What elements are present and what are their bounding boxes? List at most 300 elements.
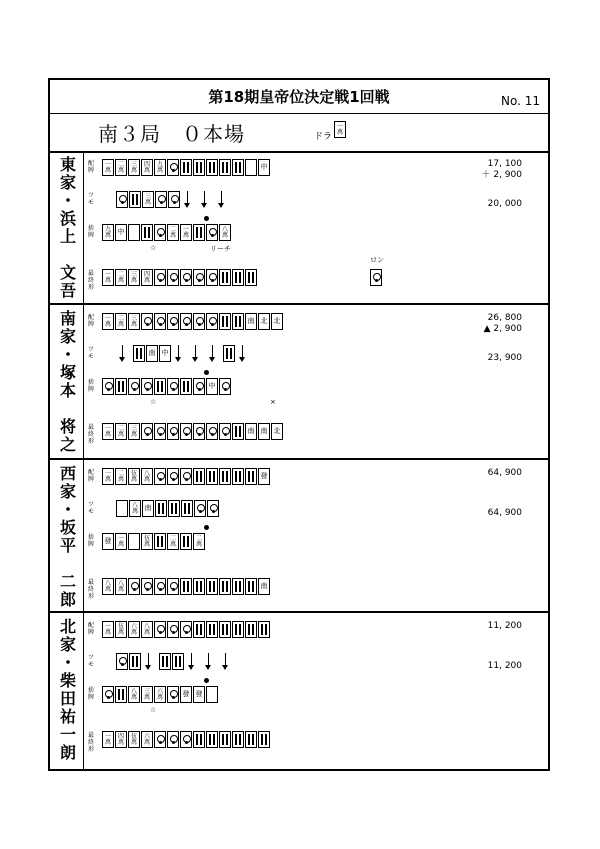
tile-number: 一 [104,623,111,630]
tile-honor: 中 [161,349,169,357]
discard-mark: × [270,398,276,406]
player-name-char: 南 [59,309,76,328]
tile [258,159,270,176]
tile [167,533,179,550]
down-arrow-icon [236,345,250,362]
tile-suit: 萬 [143,167,150,174]
tile-row-haipai [102,159,271,176]
tile [115,313,127,330]
player-name-char: ・ [59,191,76,210]
tile-suit: 萬 [169,541,176,548]
tile-row-tsumo [116,500,220,517]
tile-suit: 萬 [130,321,137,328]
tile [180,423,192,440]
tile [271,423,283,440]
tile [115,378,127,395]
tile-suit: 萬 [117,321,124,328]
tile [141,313,153,330]
score-after: 20, 000 [487,199,522,209]
tile-suit: 萬 [130,167,137,174]
tile [168,191,180,208]
tile [167,468,179,485]
tile [102,224,114,241]
tile [141,468,153,485]
score-top [482,159,523,181]
player-name-char: 二 [59,572,76,591]
player-name-char: 平 [59,536,76,555]
tile-number: 一 [104,733,111,740]
tile [180,378,192,395]
tile [245,731,257,748]
tile-number: 二 [117,271,124,278]
tile-number: 九 [156,161,163,168]
tile [146,345,158,362]
tile [116,191,128,208]
tile [115,423,127,440]
tile [370,269,382,286]
tile [154,378,166,395]
tile [206,578,218,595]
tile: 一萬 [334,121,346,138]
tile [167,269,179,286]
tile [206,423,218,440]
tile [223,345,235,362]
tile [232,159,244,176]
tile [141,621,153,638]
tile-honor: 南 [260,427,268,435]
tile-number: 伍 [130,470,137,477]
dora-label: ドラ [314,132,333,142]
tile [128,468,140,485]
tile-number: 伍 [130,733,137,740]
tile [141,423,153,440]
tile [115,159,127,176]
tile-suit: 萬 [104,321,111,328]
tile [102,423,114,440]
tile-suit: 萬 [143,541,150,548]
tile-suit: 萬 [144,199,151,206]
tile [115,578,127,595]
tile-suit: 萬 [130,476,137,483]
player-name-char: 文 [59,263,76,282]
tile-number: 二 [117,425,124,432]
tile-row-final [102,578,271,595]
tile-suit: 萬 [156,694,163,701]
tile [154,224,166,241]
tile-suit: 萬 [130,739,137,746]
tile-number: 九 [104,226,111,233]
tile-honor: 發 [195,690,203,698]
tile [207,500,219,517]
discard-mark: ☆ [150,244,157,252]
tile-number: 一 [117,535,124,542]
tile [102,159,114,176]
tile [193,621,205,638]
tile [219,313,231,330]
tile [206,621,218,638]
row-label-final: 最終形 [87,424,94,445]
down-arrow-icon [219,653,233,670]
tile-suit: 萬 [130,694,137,701]
tile-number: 四 [117,733,124,740]
tile-suit: 萬 [130,431,137,438]
down-arrow-icon [172,345,186,362]
tile [219,269,231,286]
tile-honor: 南 [148,349,156,357]
tile [129,191,141,208]
tile [128,578,140,595]
tile [194,500,206,517]
tile-honor: 北 [273,317,281,325]
tile [258,423,270,440]
tile-number: 二 [195,535,202,542]
discard-mark: リーチ [210,245,231,253]
tile [206,159,218,176]
tile [219,224,231,241]
tile-row-haipai [102,468,271,485]
down-arrow-icon [181,191,195,208]
tile-suit: 萬 [182,232,189,239]
tile [142,500,154,517]
tile [206,224,218,241]
tile [115,468,127,485]
tile-suit: 萬 [117,739,124,746]
tile-suit: 萬 [117,541,124,548]
tile [193,224,205,241]
tile [167,621,179,638]
tile [206,731,218,748]
player-section [50,151,548,305]
player-section [50,460,548,613]
tile-number: 三 [144,193,151,200]
score-after: 11, 200 [487,661,522,671]
tile-number: 三 [130,315,137,322]
player-name-char: 郎 [59,590,76,609]
tile [245,578,257,595]
tile [133,345,145,362]
tile-honor: 發 [182,690,190,698]
round-label: 南３局 ０本場 [98,122,245,146]
tile [193,313,205,330]
tile [245,423,257,440]
tile-suit: 萬 [131,508,138,515]
turn-dot [204,216,209,221]
row-label-haipai: 配牌 [87,622,94,636]
winning-tile [370,269,383,286]
tile [128,731,140,748]
tile [128,621,140,638]
tile-suit: 萬 [117,167,124,174]
score-top [488,621,522,632]
tile [180,578,192,595]
tile-number: 八 [221,226,228,233]
tile-suit: 萬 [195,541,202,548]
tile [206,378,218,395]
tile [154,423,166,440]
tile [245,159,257,176]
tile [193,159,205,176]
tile [180,159,192,176]
tile-honor: 南 [260,582,268,590]
player-name [50,305,84,458]
player-name-char: ・ [59,345,76,364]
tile [258,731,270,748]
tile-number: 八 [143,623,150,630]
tile [232,578,244,595]
tile-number: 一 [182,226,189,233]
tile-suit: 萬 [143,694,150,701]
tile-honor: 北 [260,317,268,325]
row-label-sutehai: 捨牌 [87,379,94,393]
tile-row-haipai [102,313,284,330]
tile-row-final [102,269,258,286]
tile [180,269,192,286]
tile-number: 八 [104,580,111,587]
tile-row-final [102,731,271,748]
player-name-char: 家 [59,173,76,192]
tile [141,533,153,550]
tile-honor: 發 [260,472,268,480]
player-name-char: ・ [59,500,76,519]
tile [129,653,141,670]
tile-row-tsumo [116,653,236,670]
tile-row-sutehai [102,686,219,703]
tile [168,500,180,517]
tile-number: 三 [130,271,137,278]
player-name-char: 家 [59,482,76,501]
tile [180,621,192,638]
tile [154,621,166,638]
turn-dot [204,370,209,375]
tile [219,378,231,395]
tile [128,269,140,286]
tile-number: 六 [130,623,137,630]
tile [167,224,179,241]
tile [232,621,244,638]
row-label-haipai: 配牌 [87,160,94,174]
row-label-final: 最終形 [87,270,94,291]
tile-number: 一 [104,271,111,278]
tile [155,191,167,208]
row-label-sutehai: 捨牌 [87,687,94,701]
tile [180,313,192,330]
tile [102,686,114,703]
score-line: ＋ 2, 900 [481,170,522,180]
player-name-char: 将 [59,417,76,436]
tile [154,686,166,703]
down-arrow-icon [215,191,229,208]
tile-suit: 萬 [143,629,150,636]
tile [115,533,127,550]
tile [115,731,127,748]
score-sheet [48,78,550,771]
tile-suit: 萬 [130,277,137,284]
player-name [50,460,84,611]
player-name-char: 朗 [59,743,76,762]
row-label-final: 最終形 [87,732,94,753]
tile [193,423,205,440]
tile-suit: 萬 [104,232,111,239]
tile [159,653,171,670]
round-row [50,113,548,153]
player-name [50,613,84,771]
player-name-char: 一 [59,725,76,744]
turn-dot [204,678,209,683]
tile [193,686,205,703]
tile-honor: 南 [144,504,152,512]
tile-honor: 南 [247,427,255,435]
tile-suit: 萬 [117,629,124,636]
tile-row-final [102,423,284,440]
tile-suit: 萬 [104,586,111,593]
tile-row-tsumo [116,345,253,362]
tile [193,468,205,485]
tile [128,423,140,440]
tile [180,731,192,748]
turn-dot [204,525,209,530]
player-name-char: 家 [59,635,76,654]
score-line: ▲ 2, 900 [483,324,522,334]
tile [116,500,128,517]
tile [167,313,179,330]
tile [141,224,153,241]
tile [155,500,167,517]
tile [232,313,244,330]
tile-row-sutehai [102,378,232,395]
down-arrow-icon [189,345,203,362]
tile [167,686,179,703]
tile-number: 一 [104,470,111,477]
tile [128,224,140,241]
tile-row-sutehai [102,533,206,550]
tile [172,653,184,670]
tile-row-sutehai [102,224,232,241]
row-label-tsumo: ツモ [87,192,94,206]
tile [167,731,179,748]
tile [219,731,231,748]
row-label-final: 最終形 [87,579,94,600]
player-name-char: 西 [59,464,76,483]
player-name-char: 北 [59,617,76,636]
tile [154,159,166,176]
player-name-char: 坂 [59,518,76,537]
tile [245,621,257,638]
tile [232,731,244,748]
tile [102,378,114,395]
player-name-char: 田 [59,689,76,708]
tile [128,686,140,703]
tile [128,159,140,176]
tile [232,269,244,286]
tile [219,468,231,485]
tile-number: 三 [130,425,137,432]
score-line: 11, 200 [487,621,522,631]
tile-suit: 萬 [104,277,111,284]
player-section [50,613,548,771]
tile-honor: 中 [208,382,216,390]
tile [154,533,166,550]
tile [141,578,153,595]
row-label-sutehai: 捨牌 [87,225,94,239]
tile-row-tsumo [116,191,232,208]
tile-number: 伍 [143,535,150,542]
tile-number: 一 [104,425,111,432]
player-name-char: 上 [59,227,76,246]
tile [258,468,270,485]
tile-number: 二 [169,535,176,542]
tile [128,313,140,330]
title-row [50,80,548,114]
tile-suit: 萬 [104,739,111,746]
dora-indicator-tile [334,121,347,138]
row-label-haipai: 配牌 [87,314,94,328]
down-arrow-icon [185,653,199,670]
tile [258,578,270,595]
tile-number: 三 [130,161,137,168]
row-label-sutehai: 捨牌 [87,534,94,548]
player-name-char: 柴 [59,671,76,690]
tile-honor: 發 [104,537,112,545]
tile-suit: 萬 [169,232,176,239]
tile-number: 一 [104,161,111,168]
sheet-number: No. 11 [500,94,540,108]
player-section [50,305,548,460]
tile-suit: 萬 [143,739,150,746]
tile [102,468,114,485]
tile-suit: 萬 [104,476,111,483]
tile-number: 六 [143,733,150,740]
tile [258,621,270,638]
tile [271,313,283,330]
tile [167,159,179,176]
tile [141,159,153,176]
tile [154,468,166,485]
player-name-char: 塚 [59,363,76,382]
tile-suit: 萬 [117,586,124,593]
tile [193,533,205,550]
tile [180,468,192,485]
row-label-tsumo: ツモ [87,501,94,515]
tile-number: 八 [131,502,138,509]
row-label-tsumo: ツモ [87,654,94,668]
tile [154,731,166,748]
tile-number: 八 [143,470,150,477]
player-name-char: 東 [59,155,76,174]
down-arrow-icon [202,653,216,670]
score-top [484,313,522,335]
tile [154,578,166,595]
tile [102,578,114,595]
tile-number: 伍 [117,623,124,630]
tile [219,159,231,176]
tile [193,378,205,395]
tile [167,423,179,440]
score-line: 64, 900 [487,468,522,478]
tile-suit: 萬 [117,476,124,483]
page-title: 第18期皇帝位決定戦1回戦 [208,88,390,106]
tile [141,269,153,286]
tile-suit: 萬 [104,431,111,438]
tile-number: 一 [104,315,111,322]
tile [102,621,114,638]
tile [102,533,114,550]
tile [115,224,127,241]
player-name-char: 本 [59,381,76,400]
tile [115,621,127,638]
tile [167,578,179,595]
down-arrow-icon [116,345,130,362]
tile [219,423,231,440]
